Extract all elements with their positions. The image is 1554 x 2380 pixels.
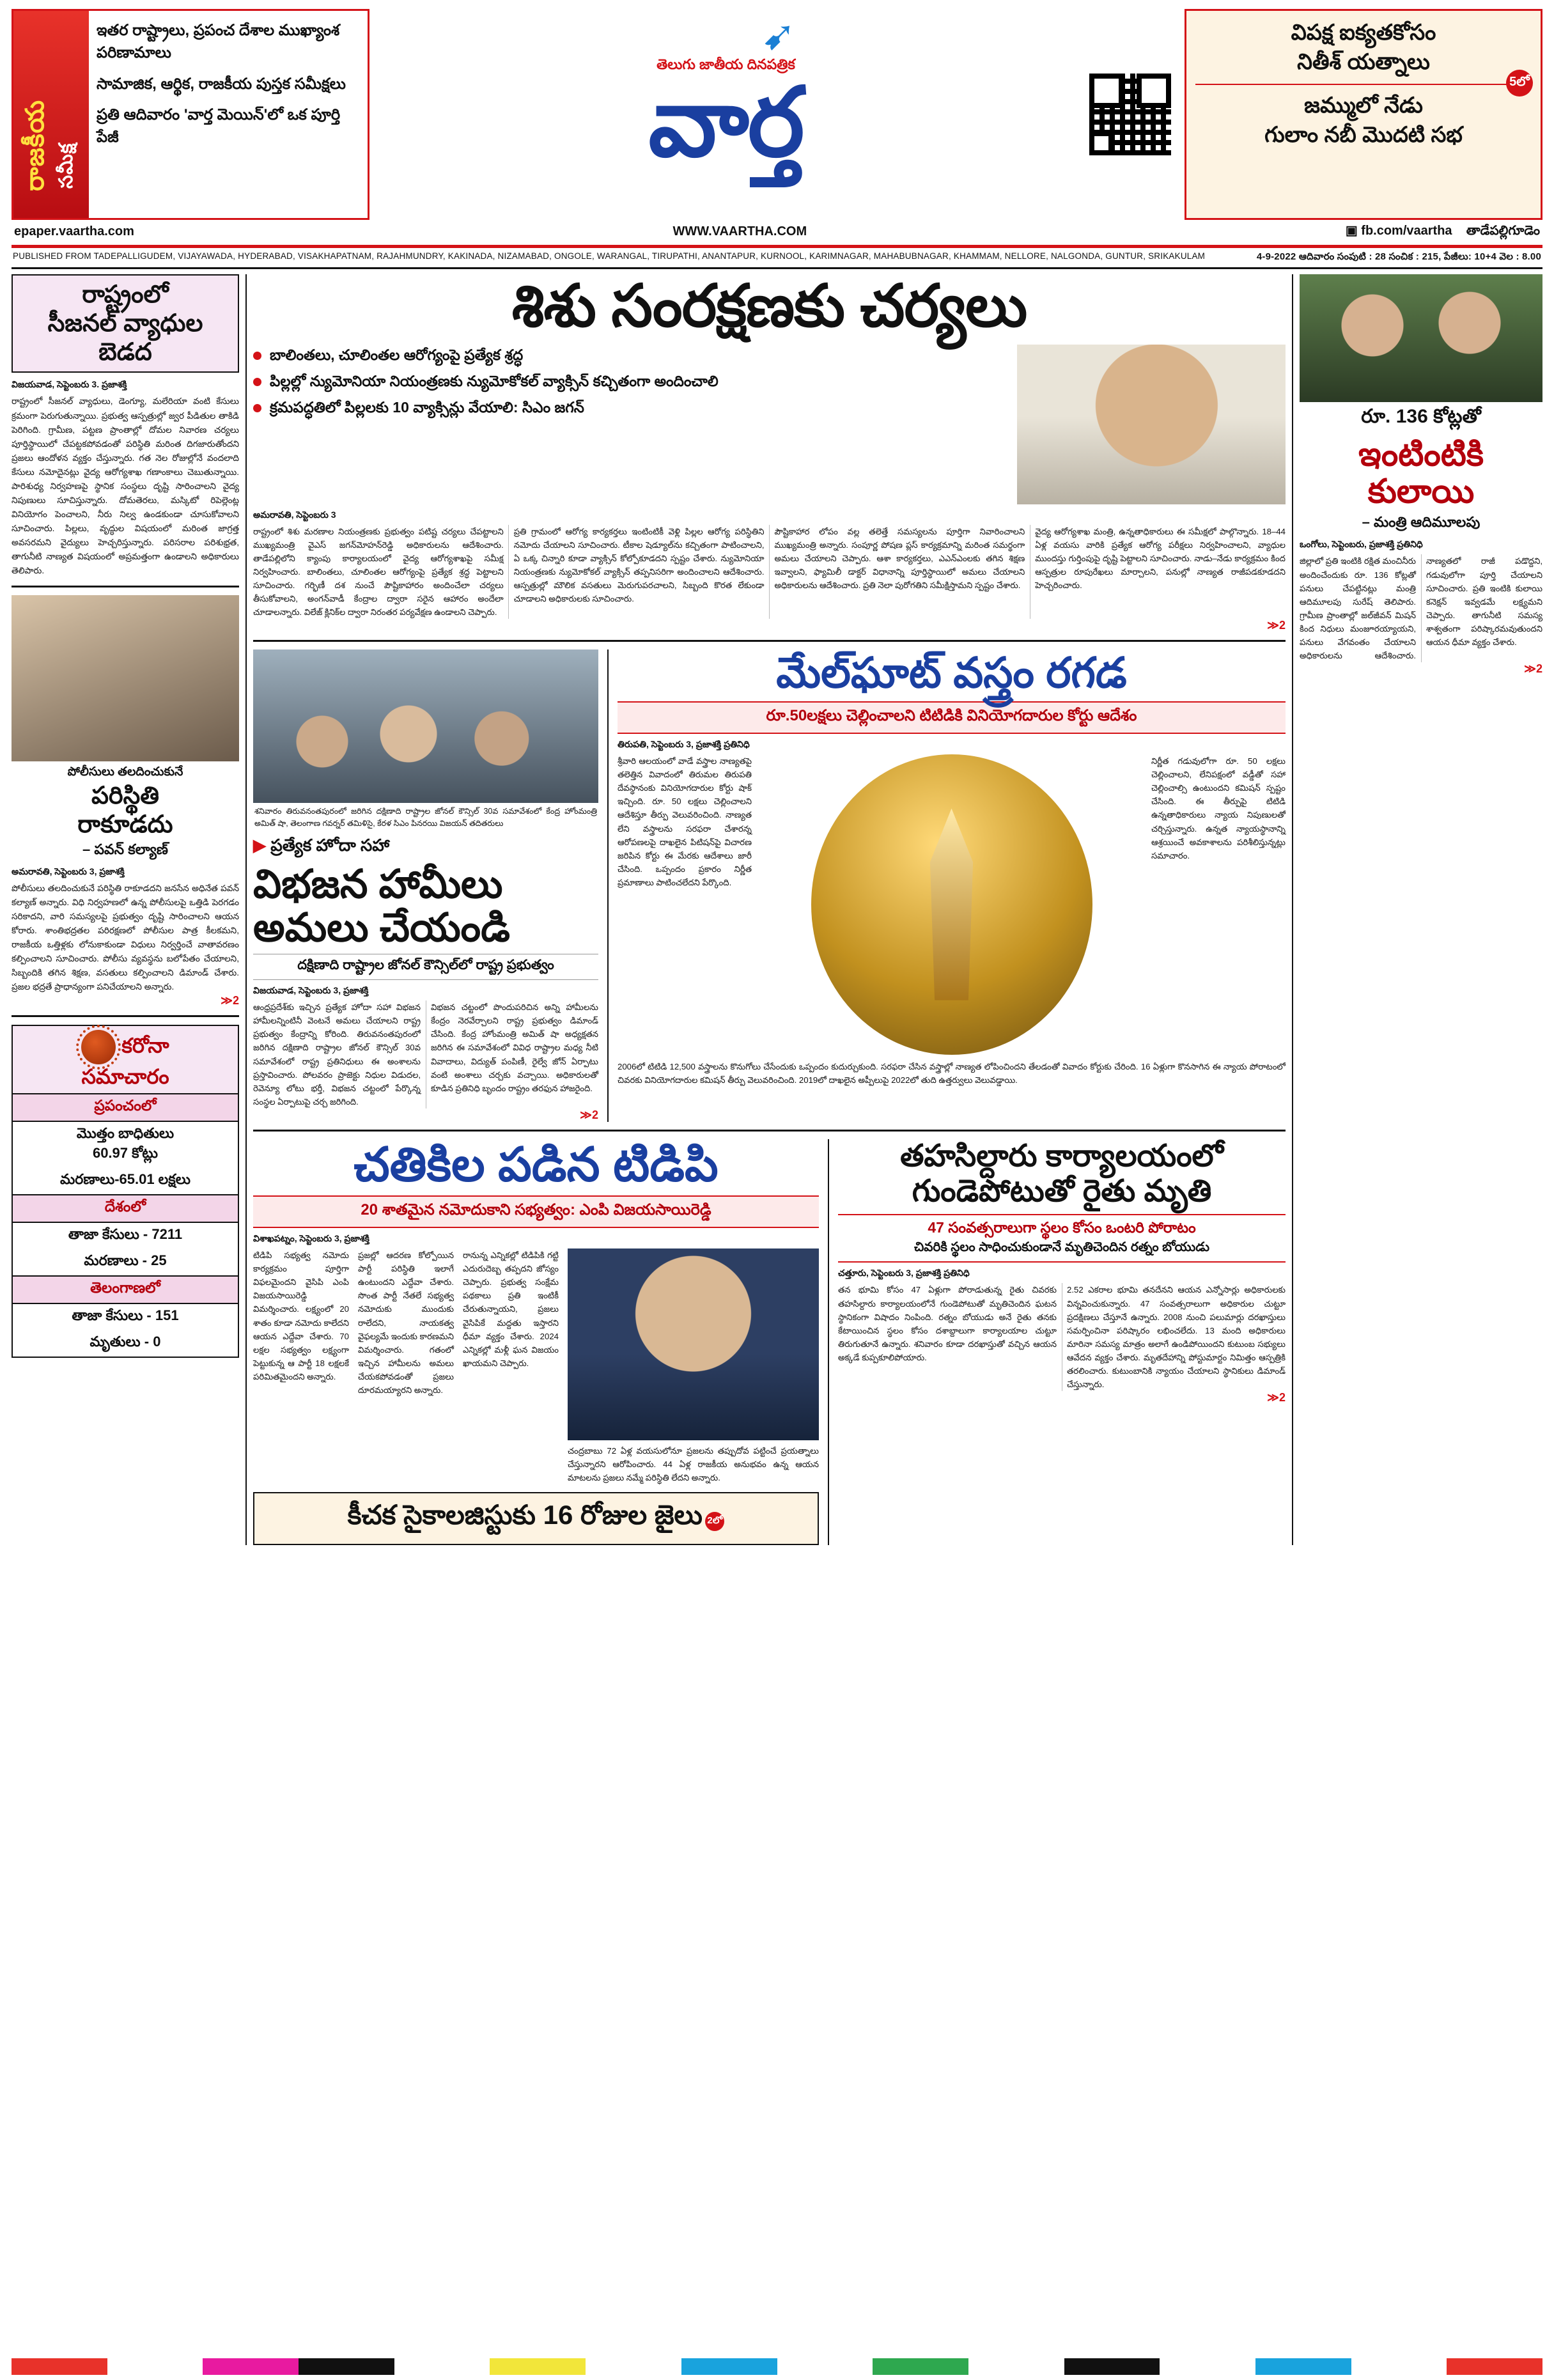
corona-header [13,1026,238,1093]
column-divider [828,1139,829,1545]
farmer-paragraph: తన భూమి కోసం 47 ఏళ్లుగా పోరాడుతున్న రైతు చివరకు తహసిల్దారు కార్యాలయంలోనే గుండెపోటుతో మృతిచెందిన ఘటన స్థానికంగా విషాదం నింపింది. రత్నం బోయుడు అనే రైతు తనకు కేటాయించిన స్థలం కోసం దశాబ్దాలుగా కార్యాలయాల చుట్టూ తిరుగుతూనే ఉన్నారు. శనివారం కూడా దరఖాస్తుతో వచ్చిన ఆయన అక్కడే కుప్పకూలిపోయారు. [838,1285,1057,1363]
melghat-headline: మేల్‌ఘాట్‌ వస్త్రం రగడ [776,649,1127,697]
qr-code-icon[interactable] [1089,74,1171,155]
corona-row-label: తాజా కేసులు [68,1225,139,1242]
seasonal-head-3: బెడద [98,338,152,366]
lead-continue[interactable]: ≫2 [1267,619,1286,632]
pawan-continue[interactable]: ≫2 [221,994,239,1007]
seasonal-head-2: సీజనల్‌ వ్యాధుల [47,309,203,337]
zonal-kicker: ప్రత్యేక హోదా సహా [270,835,390,855]
masthead-links [12,220,1542,245]
zonal-byline: విజయవాడ, సెప్టెంబరు 3, ప్రజాశక్తి [253,985,369,996]
tdp-paragraph: చంద్రబాబు 72 ఏళ్ల వయసులోనూ ప్రజలను తప్పుదోవ పట్టించే ప్రయత్నాలు చేస్తున్నారని ఆరోపించారు. 44 ఏళ్ల రాజకీయ అనుభవం ఉన్న ఆయన మాటలను ప్రజలు నమ్మే పరిస్థితి లేదని అన్నారు. [568,1445,819,1483]
pawan-kalyan-photo [12,595,239,761]
melghat-byline: తిరుపతి, సెప్టెంబరు 3, ప్రజాశక్తి ప్రతినిధి [618,738,750,749]
facebook-handle: fb.com/vaartha [1361,224,1452,238]
pawan-body: పోలీసులు తలదించుకునే పరిస్థితి రాకూడదని జనసేన అధినేత పవన్‌ కల్యాణ్‌ అన్నారు. విధి నిర్వహణలో ఉన్న పోలీసులపై ఒత్తిడి పెరగడం సరికాదని, వారి సమస్యలపై ప్రభుత్వం దృష్టి సారించాలని ఆయన కోరారు. శాంతిభద్రతల పరిరక్షణలో పోలీసుల పాత్ర కీలకమని, రాజకీయ ఒత్తిళ్లకు లోనుకాకుండా విధులు నిర్వర్తించే వాతావరణం కల్పించాలని సూచించారు. పోలీసు వ్యవస్థను బలోపేతం చేయాలని, సిబ్బందికి తగిన శిక్షణ, వసతులు కల్పించాలని డిమాండ్‌ చేశారు. ప్రజల భద్రతే ప్రాధాన్యంగా పనిచేయాలని అన్నారు. [12,883,239,992]
website-link[interactable]: WWW.VAARTHA.COM [672,224,807,238]
play-icon: ▶ [253,835,266,855]
right-promo-line-3: జమ్ములో నేడు [1304,93,1423,118]
corona-row-value: 60.97 కోట్లు [92,1144,159,1161]
promo-line-3: ప్రతి ఆదివారం 'వార్త మెయిన్'లో ఒక పూర్తి పేజీ [97,106,341,146]
dove-icon: ➹ [761,12,796,58]
vijayasai-reddy-photo [568,1248,819,1440]
divider [253,640,1286,642]
lead-paragraph: ప్రతి గ్రామంలో ఆరోగ్య కార్యకర్తలు ఇంటింటికీ వెళ్లి పిల్లల ఆరోగ్య పరిస్థితిని నమోదు చేయాలని సూచించారు. టీకాల షెడ్యూల్‌ను కచ్చితంగా పాటించాలని, ఏ ఒక్క చిన్నారి కూడా వ్యాక్సిన్‌ కోల్పోకూడదని స్పష్టం చేశారు. న్యుమోనియా నియంత్రణకు న్యుమోకోకల్‌ వ్యాక్సిన్‌ తప్పనిసరిగా అందించాలని ఆదేశించారు. ఆస్పత్రుల్లో మౌలిక వసతులు మెరుగుపరచాలని, సిబ్బంది కొరత లేకుండా చూడాలని అధికారులకు సూచించారు. [513,526,765,604]
promo-strip-badge: 2లో [705,1512,724,1531]
corona-row-label: మరణాలు [60,1171,115,1187]
farmer-continue[interactable]: ≫2 [1267,1391,1286,1404]
masthead-left-promo [12,9,369,220]
melghat-paragraph: 2006లో టిటిడి 12,500 వస్త్రాలను కొనుగోలు చేసేందుకు ఒప్పందం కుదుర్చుకుంది. సరఫరా చేసిన వస్త్రాల్లో నాణ్యత లోపించిందని తేలడంతో వివాదం కోర్టుకు చేరింది. 16 ఏళ్లుగా కొనసాగిన ఈ న్యాయ పోరాటంలో చివరకు వినియోగదారుల కమిషన్‌ తీర్పు వెలువరించింది. 2019లో దాఖలైన అప్పీలుపై 2022లో తుది ఉత్తర్వులు వెలువడ్డాయి. [618,1061,1286,1085]
melghat-paragraph: శ్రీవారి ఆలయంలో వాడే వస్త్రాల నాణ్యతపై తలెత్తిన వివాదంలో తిరుమల తిరుపతి దేవస్థానంకు వినియోగదారుల కోర్టు షాక్‌ ఇచ్చింది. రూ. 50 లక్షలు చెల్లించాలని ఆదేశిస్తూ తీర్పు వెలువరించింది. నాణ్యత లేని వస్త్రాలను సరఫరా చేశారన్న ఆరోపణలపై దాఖలైన పిటిషన్‌పై విచారణ జరిపిన కోర్టు ఈ మేరకు ఆదేశాలు జారీ చేసింది. ఒప్పందం ప్రకారం నిర్ణీత ప్రమాణాలు పాటించలేదని పేర్కొంది. [618,756,752,888]
divider [12,586,239,587]
zonal-head-2: అమలు చేయండి [253,905,510,950]
lead-bullet: బాలింతలు, చూలింతల ఆరోగ్యంపై ప్రత్యేక శ్రద్ధ [253,345,1008,366]
story-seasonal-diseases [12,274,239,373]
tdp-headline: చతికిల పడిన టిడిపి [354,1138,719,1192]
lead-headline: శిశు సంరక్షణకు చర్యలు [511,274,1027,339]
masthead [12,9,1542,220]
right-promo-line-1: విపక్ష ఐక్యతకోసం [1291,20,1436,45]
tdp-subhead: 20 శాతమైన నమోదుకాని సభ్యత్వం: ఎంపి విజయసాయిరెడ్డి [253,1195,819,1228]
corona-row-label: తాజా కేసులు [72,1307,143,1323]
water-head-2: కులాయి [1367,473,1475,511]
corona-head-2: సమాచారం [81,1065,169,1089]
edition-label: తాడేపల్లిగూడెం [1466,224,1540,238]
zonal-subhead: దక్షిణాది రాష్ట్రాల జోనల్‌ కౌన్సిల్‌లో రాష్ట్ర ప్రభుత్వం [253,954,598,980]
pawan-kicker: పోలీసులు తలదించుకునే [67,765,183,779]
corona-row-label: మొత్తం బాధితులు [76,1124,175,1141]
pawan-byline: అమరావతి, సెప్టెంబరు 3, ప్రజాశక్తి [12,866,125,877]
zonal-council-meeting-photo [253,649,598,803]
color-swatch [1447,2358,1542,2375]
farmer-sub-2: చివరికి స్థలం సాధించుకుండానే మృతిచెందిన రత్నం బోయుడు [838,1240,1286,1263]
seasonal-byline: విజయవాడ, సెప్టెంబరు 3. ప్రజాశక్తి [12,379,127,390]
water-attribution: – మంత్రి ఆదిమూలపు [1362,514,1480,531]
pawan-attribution: – పవన్‌ కల్యాణ్‌ [82,841,168,858]
color-swatch [203,2358,299,2375]
lead-bullets [253,345,1008,424]
promo-vertical-text-2: సమీక్ష [56,143,77,189]
water-head-1: ఇంటింటికి [1358,436,1484,473]
dateline: 4-9-2022 ఆదివారం సంపుటి : 28 సంచిక : 215, పేజీలు: 10+4 వెల : 8.00 [1256,251,1541,262]
lead-story [253,276,1286,632]
melghat-paragraph: నిర్ణీత గడువులోగా రూ. 50 లక్షలు చెల్లించాలని, లేనిపక్షంలో వడ్డీతో సహా చెల్లించాల్సి ఉంటుందని కమిషన్‌ స్పష్టం చేసింది. ఈ తీర్పుపై టిటిడి ఉన్నతాధికారులు న్యాయ నిపుణులతో చర్చిస్తున్నారు. ఉన్నత న్యాయస్థానాన్ని ఆశ్రయించే అవకాశాలను పరిశీలిస్తున్నట్లు సమాచారం. [1151,756,1286,860]
corona-row-value: 151 [155,1307,179,1323]
zonal-body [253,1000,598,1108]
published-from: PUBLISHED FROM TADEPALLIGUDEM, VIJAYAWADA, HYDERABAD, VISAKHAPATNAM, RAJAHMUNDRY, KAKINADA, NIZAMABAD, ONGOLE, WARANGAL, TIRUPATHI, ANANTAPUR, KURNOOL, KARIMNAGAR, MAHABUBNAGAR, KHAMMAM, NELLORE, NALGONDA, GUNTUR, SRIKAKULAM [13,251,1206,261]
story-tdp-membership [253,1139,819,1545]
page-body [12,274,1542,1545]
corona-row-label: మృతులు [89,1333,141,1349]
left-column [12,274,239,1545]
corona-row-value: 7211 [152,1225,183,1242]
corona-row [13,1122,238,1168]
pawan-head-2: రాకూడదు [77,811,173,838]
middle-column [253,274,1286,1545]
corona-state-label: తెలంగాణలో [13,1275,238,1304]
promo-line-2: సామాజిక, ఆర్థిక, రాజకీయ పుస్తక సమీక్షలు [97,75,346,93]
corona-row-label: మరణాలు [84,1252,139,1268]
facebook-link[interactable] [1346,222,1540,241]
facebook-icon: ▣ [1345,224,1358,238]
color-swatch [107,2358,203,2375]
color-swatch [1064,2358,1160,2375]
right-promo-line-2: నితీశ్‌ యత్నాలు [1297,49,1430,74]
corona-row-value: 65.01 లక్షలు [119,1171,190,1187]
pawan-head-1: పరిస్థితి [91,782,159,809]
lead-paragraph: రాష్ట్రంలో శిశు మరణాల నియంత్రణకు ప్రభుత్వం పటిష్ట చర్యలు చేపట్టాలని ముఖ్యమంత్రి వైఎస్‌ జగన్‌మోహన్‌రెడ్డి అధికారులను ఆదేశించారు. తాడేపల్లిలోని క్యాంపు కార్యాలయంలో వైద్య ఆరోగ్యశాఖపై సమీక్ష నిర్వహించారు. బాలింతలు, చూలింతల ఆరోగ్యంపై ప్రత్యేక శ్రద్ధ పెట్టాలని సూచించారు. గర్భిణీ దశ నుంచే పౌష్టికాహారం అందించేలా చర్యలు తీసుకోవాలని, అంగన్‌వాడీ కేంద్రాల ద్వారా సరైన ఆహారం అందేలా చూడాలన్నారు. విలేజ్‌ క్లినిక్‌ల ద్వారా నిరంతర పర్యవేక్షణ ఉండాలని చెప్పారు. [253,526,504,618]
color-swatch [299,2358,394,2375]
water-amount: రూ. 136 కోట్లతో [1361,406,1481,427]
column-divider [607,649,609,1122]
zonal-paragraph: విభజన చట్టంలో పొందుపరిచిన అన్ని హామీలను కేంద్రం నెరవేర్చాలని రాష్ట్ర ప్రభుత్వం డిమాండ్‌ చేసింది. కేంద్ర హోంమంత్రి అమిత్‌ షా అధ్యక్షతన జరిగిన ఈ సమావేశంలో వివిధ రాష్ట్రాల మధ్య నీటి వివాదాలు, విద్యుత్‌ పంపిణీ, రైల్వే జోన్‌ ఏర్పాటు వంటి అంశాలు చర్చకు వచ్చాయి. అధికారులతో కూడిన ప్రతినిధి బృందం రాష్ట్రం తరఫున హాజరైంది. [431,1002,598,1093]
page-ref-badge: 5లో [1506,70,1533,97]
epaper-link[interactable]: epaper.vaartha.com [14,224,134,238]
farmer-paragraph: 2.52 ఎకరాల భూమి తనదేనని ఆయన ఎన్నోసార్లు అధికారులకు విన్నవించుకున్నారు. 47 సంవత్సరాలుగా అధికారుల చుట్టూ ప్రదక్షిణలు చేస్తూనే ఉన్నారు. 2008 నుంచి పలుమార్లు దరఖాస్తులు సమర్పించినా పరిష్కారం లభించలేదు. 13 మంది అధికారులు మారినా సమస్య మాత్రం అలాగే ఉండిపోయిందని కుటుంబ సభ్యులు ఆవేదన వ్యక్తం చేశారు. మృతదేహాన్ని పోస్టుమార్టం నిమిత్తం ఆస్పత్రికి తరలించారు. కుటుంబానికి న్యాయం చేయాలని స్థానికులు డిమాండ్‌ చేస్తున్నారు. [1067,1285,1286,1390]
story-farmer-death [838,1139,1286,1545]
divider [253,1130,1286,1132]
color-swatch [777,2358,873,2375]
tdp-body [253,1248,819,1484]
farmer-sub-1: 47 సంవత్సరాలుగా స్థలం కోసం ఒంటరి పోరాటం [838,1214,1286,1240]
column-divider [245,274,247,1545]
corona-country-label: దేశంలో [13,1194,238,1223]
melghat-subhead: రూ.50లక్షలు చెల్లించాలని టిటిడికి వినియోగదారుల కోర్టు ఆదేశం [618,701,1286,734]
page-title: వార్త [648,68,804,176]
right-promo-line-4: గులాం నబీ మొదటి సభ [1264,122,1463,147]
tdp-paragraph: ప్రజల్లో ఆదరణ కోల్పోయిన పార్టీ పరిస్థితి ఇలాగే ఉంటుందని ఎద్దేవా చేశారు. సొంత పార్టీ నేతలే సభ్యత్వ నమోదుకు ముందుకు రాలేదని, నాయకత్వ వైఫల్యమే ఇందుకు కారణమని విమర్శించారు. గతంలో ఇచ్చిన హామీలను అమలు చేయకపోవడంతో ప్రజలు దూరమయ్యారని అన్నారు. [358,1250,454,1396]
qr-code-wrap [1082,9,1178,220]
publication-line [12,248,1542,269]
corona-world-label: ప్రపంచంలో [13,1093,238,1122]
color-swatch [1255,2358,1351,2375]
color-swatch [12,2358,107,2375]
farmer-head-1: తహసిల్దారు కార్యాలయంలో [900,1139,1224,1174]
corona-row: మరణాలు - 25 [84,1252,167,1268]
water-continue[interactable]: ≫2 [1524,662,1542,676]
masthead-tagline: తెలుగు జాతీయ దినపత్రిక [657,56,795,72]
mid-band [253,649,1286,1122]
tdp-paragraph: టిడిపి సభ్యత్వ నమోదు కార్యక్రమం పూర్తిగా విఫలమైందని వైసిపి ఎంపి విజయసాయిరెడ్డి విమర్శించారు. లక్ష్యంలో 20 శాతం కూడా నమోదు కాలేదని ఆయన ఎద్దేవా చేశారు. 70 లక్షల సభ్యత్వం లక్ష్యంగా పెట్టుకున్న ఆ పార్టీ 18 లక్షలకే పరిమితమైందని అన్నారు. [253,1250,349,1382]
lead-paragraph: వైద్య ఆరోగ్యశాఖ మంత్రి, ఉన్నతాధికారులు ఈ సమీక్షలో పాల్గొన్నారు. 18–44 ఏళ్ల వయసు వారికి ప్రత్యేక ఆరోగ్య పరీక్షలు నిర్వహించాలని, వ్యాధుల ముందస్తు గుర్తింపుపై దృష్టి పెట్టాలని సూచించారు. నాడు–నేడు కార్యక్రమం కింద ఆస్పత్రుల రూపురేఖలు మార్చాలని, పనుల్లో నాణ్యత రాజీపడకూడదని హెచ్చరించారు. [1035,526,1286,591]
color-swatch [968,2358,1064,2375]
lead-paragraph: పౌష్టికాహార లోపం వల్ల తలెత్తే సమస్యలను పూర్తిగా నివారించాలని ముఖ్యమంత్రి అన్నారు. సంపూర్ణ పోషణ ప్లస్‌ కార్యక్రమాన్ని మరింత సమర్థంగా అమలు చేయాలని చెప్పారు. ఆశా కార్యకర్తలు, ఎఎన్‌ఎంలకు తగిన శిక్షణ ఇవ్వాలని, ఫ్యామిలీ డాక్టర్‌ విధానాన్ని పూర్తిస్థాయిలో అమలు చేయాలని అధికారులను ఆదేశించారు. ప్రతి నెలా పురోగతిని సమీక్షిస్తామని స్పష్టం చేశారు. [774,526,1025,591]
corona-row-value: 0 [153,1333,161,1349]
corona-row-value: 25 [151,1252,167,1268]
corona-row: మరణాలు-65.01 లక్షలు [60,1171,190,1187]
masthead-right-promo[interactable] [1185,9,1542,220]
seasonal-body: రాష్ట్రంలో సీజనల్‌ వ్యాధులు, డెంగ్యూ, మలేరియా వంటి కేసులు క్రమంగా పెరుగుతున్నాయి. ప్రభుత్వ ఆస్పత్రుల్లో జ్వర పీడితుల తాకిడి పెరిగింది. గ్రామీణ, పట్టణ ప్రాంతాల్లో దోమల నివారణ చర్యలు పూర్తిస్థాయిలో చేపట్టకపోవడంతో పరిస్థితి మరింత దిగజారుతోందని ప్రజలు ఆందోళన వ్యక్తం చేస్తున్నారు. గత నెల రోజుల్లోనే వందలాది కేసులు నమోదైనట్లు వైద్య ఆరోగ్యశాఖ గణాంకాలు చెబుతున్నాయి. పారిశుధ్య నిర్వహణపై స్థానిక సంస్థలు దృష్టి సారించాలని వైద్య నిపుణులు సూచిస్తున్నారు. దోమతెరలు, మస్కిటో రిపెల్లెంట్ల వినియోగం పెంచాలని, నీరు నిల్వ ఉండకుండా చూసుకోవాలని సూచించారు. పిల్లలు, వృద్ధుల విషయంలో మరింత జాగ్రత్త అవసరమని వైద్యులు హెచ్చరిస్తున్నారు. పరిసరాల పరిశుభ్రత, తాగునీటి నాణ్యత విషయంలో అప్రమత్తంగా ఉండాలని అధికారులు తెలిపారు. [12,396,239,575]
lead-bullet: పిల్లల్లో న్యుమోనియా నియంత్రణకు న్యుమోకోకల్‌ వ్యాక్సిన్‌ కచ్చితంగా అందించాలి [253,371,1008,392]
column-divider [1292,274,1293,1545]
zonal-photo-caption: శనివారం తిరువనంతపురంలో జరిగిన దక్షిణాది రాష్ట్రాల జోనల్‌ కౌన్సిల్‌ 30వ సమావేశంలో కేంద్ర హోంమంత్రి అమిత్‌ షా, తెలంగాణ గవర్నర్‌ తమిళిసై, కేరళ సిఎం పినరయి విజయన్‌ తదితరులు [254,807,597,828]
color-swatch [681,2358,777,2375]
lead-byline: అమరావతి, సెప్టెంబరు 3 [253,509,336,520]
zonal-paragraph: ఆంధ్రప్రదేశ్‌కు ఇచ్చిన ప్రత్యేక హోదా సహా విభజన హామీలన్నింటినీ వెంటనే అమలు చేయాలని రాష్ట్ర ప్రభుత్వం కేంద్రాన్ని కోరింది. తిరువనంతపురంలో జరిగిన దక్షిణాది రాష్ట్రాల జోనల్‌ కౌన్సిల్‌ 30వ సమావేశంలో రాష్ట్ర ప్రతినిధులు ఈ అంశాలను ప్రస్తావించారు. పోలవరం ప్రాజెక్టు నిధుల విడుదల, రెవెన్యూ లోటు భర్తీ, విభజన చట్టంలో పేర్కొన్న సంస్థల ఏర్పాటుపై చర్చ జరిగింది. [253,1002,421,1107]
masthead-title-block [376,9,1076,220]
farmer-head-2: గుండెపోటుతో రైతు మృతి [912,1174,1212,1208]
color-swatch [1351,2358,1447,2375]
tdp-byline: విశాఖపట్నం, సెప్టెంబరు 3, ప్రజాశక్తి [253,1233,369,1243]
divider [12,1015,239,1017]
color-swatch [490,2358,586,2375]
farmer-body [838,1283,1286,1391]
story-melghat-cloth [618,649,1286,1122]
divider [1195,84,1532,85]
corona-box [12,1025,239,1357]
tirumala-temple-photo [811,754,1092,1055]
color-swatch [586,2358,681,2375]
promo-strip-text: కీచక సైకాలజిస్టుకు 16 రోజుల జైలు [347,1500,703,1530]
lead-body [253,525,1286,619]
promo-vertical-text-1: రాజకీయ [21,99,49,191]
tdp-paragraph: రానున్న ఎన్నికల్లో టిడిపికి గట్టి ఎదురుదెబ్బ తప్పదని జోస్యం చెప్పారు. ప్రభుత్వ సంక్షేమ పథకాలు ప్రతి ఇంటికీ చేరుతున్నాయని, ప్రజలు వైసిపికే మద్దతు ఇస్తారని ధీమా వ్యక్తం చేశారు. 2024 ఎన్నికల్లో మళ్లీ ఘన విజయం ఖాయమని చెప్పారు. [463,1250,559,1368]
melghat-body [618,754,1286,1055]
lead-bullet: క్రమపద్ధతిలో పిల్లలకు 10 వ్యాక్సిన్లు వేయాలి: సిఎం జగన్‌ [253,397,1008,418]
farmer-byline: చత్తూరు, సెప్టెంబరు 3, ప్రజాశక్తి ప్రతినిధి [838,1268,970,1279]
promo-line-1: ఇతర రాష్ట్రాలు, ప్రపంచ దేశాల ముఖ్యాంశ పరిణామాలు [97,22,340,61]
minister-handover-photo [1300,274,1542,402]
color-swatch [1160,2358,1255,2375]
cm-jagan-photo [1017,345,1286,504]
zonal-kicker-row [253,836,598,859]
bottom-band [253,1139,1286,1545]
corona-row: మృతులు - 0 [89,1333,161,1349]
corona-row: తాజా కేసులు - 7211 [68,1225,183,1242]
promo-vertical-band [13,11,89,218]
promo-strip[interactable] [253,1492,819,1545]
water-body [1300,554,1542,662]
promo-lines [89,11,368,218]
water-byline: ఒంగోలు, సెప్టెంబరు, ప్రజాశక్తి ప్రతినిధి [1300,539,1423,550]
color-swatch [394,2358,490,2375]
seasonal-head-1: రాష్ట్రంలో [82,281,169,308]
right-column [1300,274,1542,1545]
corona-row: తాజా కేసులు - 151 [72,1307,179,1323]
water-paragraph: జిల్లాలో ప్రతి ఇంటికి రక్షిత మంచినీరు అందించేందుకు రూ. 136 కోట్లతో పనులు చేపట్టినట్లు మంత్రి ఆదిమూలపు సురేష్‌ తెలిపారు. గ్రామీణ ప్రాంతాల్లో జల్‌జీవన్‌ మిషన్‌ కింద నిధులు మంజూరయ్యాయని, పనులు వేగవంతం చేయాలని అధికారులను ఆదేశించారు. నాణ్యతలో రాజీ పడొద్దని, గడువులోగా పూర్తి చేయాలని సూచించారు. ప్రతి ఇంటికి కులాయి కనెక్షన్‌ ఇవ్వడమే లక్ష్యమని చెప్పారు. తాగునీటి సమస్య శాశ్వతంగా పరిష్కారమవుతుందని ఆయన ధీమా వ్యక్తం చేశారు. [1300,556,1542,661]
zonal-head-1: విభజన హామీలు [253,862,503,906]
color-swatch [873,2358,968,2375]
corona-head-1: కరోనా [121,1034,169,1057]
story-zonal-council [253,649,598,1122]
color-registration-strip [12,2358,1542,2375]
virus-icon [81,1030,116,1064]
zonal-continue[interactable]: ≫2 [580,1108,598,1122]
